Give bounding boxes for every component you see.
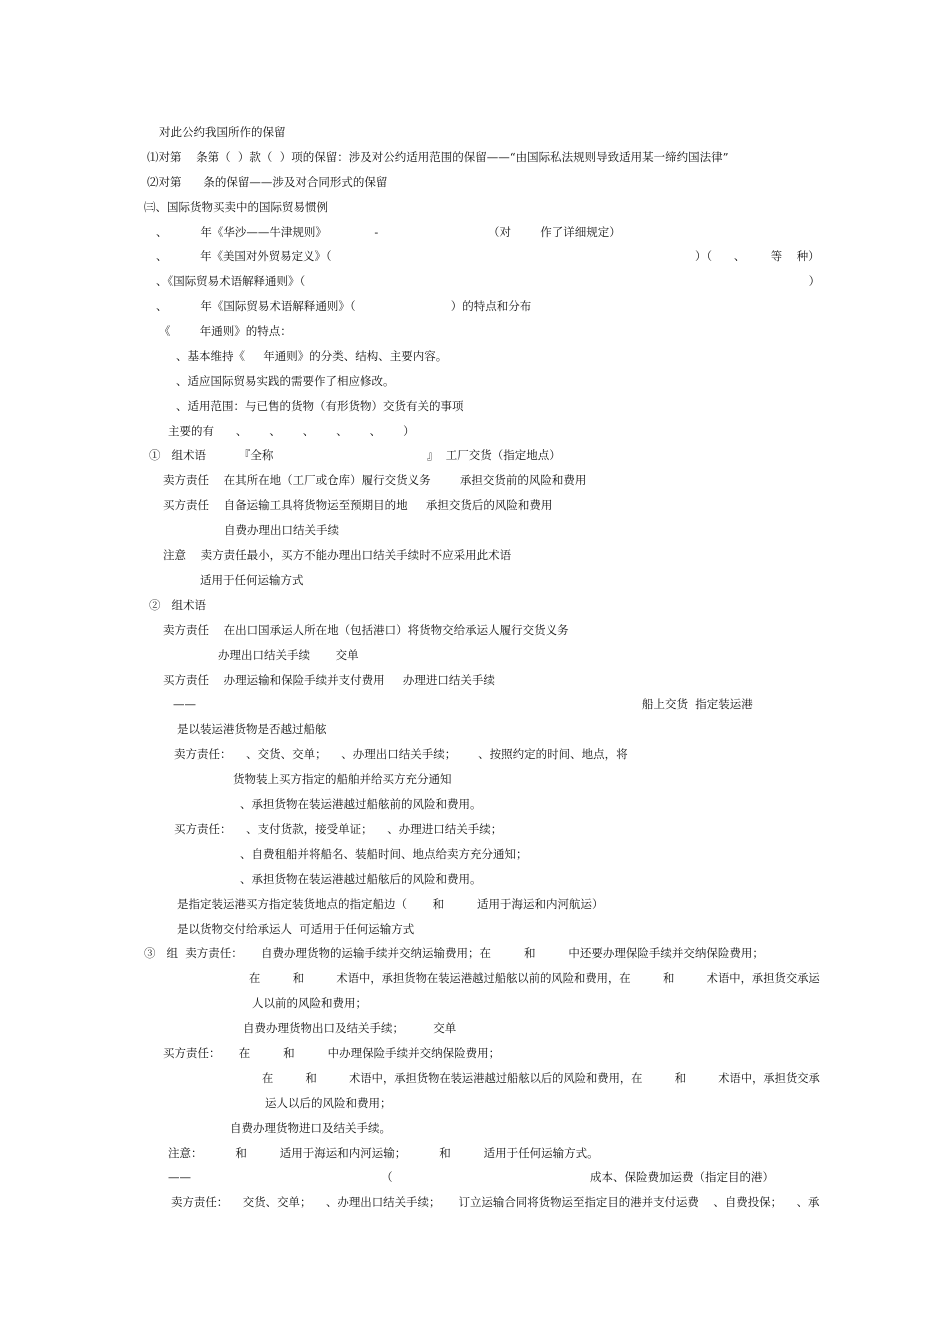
text-line: 买方责任 办理运输和保险手续并支付费用 办理进口结关手续 bbox=[163, 673, 495, 687]
text-line: 运人以后的风险和费用； bbox=[265, 1096, 392, 1110]
text-line: 、承担货物在装运港越过船舷前的风险和费用。 bbox=[240, 797, 482, 811]
text-line: 《 年通则》的特点： bbox=[159, 324, 292, 338]
text-line: ⑵对第 条的保留——涉及对合同形式的保留 bbox=[147, 175, 388, 189]
text-line: 、 年《华沙——牛津规则》 - （对 作了详细规定） bbox=[156, 225, 621, 239]
text-line: ① 组术语 『全称 』 工厂交货（指定地点） bbox=[149, 448, 561, 462]
text-line: 在 和 术语中，承担货物在装运港越过船舷以前的风险和费用，在 和 术语中，承担货交承运 bbox=[249, 971, 820, 985]
text-line: 卖方责任： 交货、交单； 、办理出口结关手续； 订立运输合同将货物运至指定目的港并支付运费 、自费投保； 、承 bbox=[171, 1195, 820, 1209]
text-line: —— （ 成本、保险费加运费（指定目的港） bbox=[168, 1170, 774, 1184]
text-line: 是以货物交付给承运人 可适用于任何运输方式 bbox=[177, 922, 415, 936]
text-line: 适用于任何运输方式 bbox=[200, 573, 304, 587]
text-line: 卖方责任 在其所在地（工厂或仓库）履行交货义务 承担交货前的风险和费用 bbox=[163, 473, 587, 487]
text-line: 是以装运港货物是否越过船舷 bbox=[177, 722, 327, 736]
text-line: 买方责任： 在 和 中办理保险手续并交纳保险费用； bbox=[163, 1046, 501, 1060]
text-line: ⑴对第 条第（ ）款（ ）项的保留：涉及对公约适用范围的保留——“由国际私法规则导致适用某一缔约国法律” bbox=[147, 150, 729, 164]
text-line: 注意 卖方责任最小，买方不能办理出口结关手续时不应采用此术语 bbox=[163, 548, 512, 562]
text-line: 、 年《美国对外贸易定义》（ ）（ 、 等 种） bbox=[156, 249, 820, 263]
text-line: 、承担货物在装运港越过船舷后的风险和费用。 bbox=[240, 872, 482, 886]
text-line: 货物装上买方指定的船舶并给买方充分通知 bbox=[233, 772, 452, 786]
text-line: 卖方责任 在出口国承运人所在地（包括港口）将货物交给承运人履行交货义务 bbox=[163, 623, 569, 637]
text-line: 注意： 和 适用于海运和内河运输； 和 适用于任何运输方式。 bbox=[168, 1146, 599, 1160]
text-line: 、适用范围：与已售的货物（有形货物）交货有关的事项 bbox=[176, 399, 464, 413]
text-line: ③ 组 卖方责任： 自费办理货物的运输手续并交纳运输费用；在 和 中还要办理保险手续并交纳保险费用； bbox=[144, 946, 764, 960]
text-line: 、适应国际贸易实践的需要作了相应修改。 bbox=[176, 374, 395, 388]
text-line: 主要的有 、 、 、 、 、 ） bbox=[168, 424, 415, 438]
text-line: 、《国际贸易术语解释通则》（ ） bbox=[156, 274, 821, 288]
text-line: 人以前的风险和费用； bbox=[252, 996, 367, 1010]
text-line: 、自费租船并将船名、装船时间、地点给卖方充分通知； bbox=[240, 847, 528, 861]
text-line: 在 和 术语中，承担货物在装运港越过船舷以后的风险和费用，在 和 术语中，承担货交承 bbox=[262, 1071, 820, 1085]
text-line: 自费办理货物进口及结关手续。 bbox=[230, 1121, 391, 1135]
text-line: ② 组术语 bbox=[149, 598, 206, 612]
text-line: —— 船上交货 指定装运港 bbox=[173, 697, 753, 711]
text-line: 买方责任： 、支付货款，接受单证； 、办理进口结关手续； bbox=[174, 822, 503, 836]
text-line: 自费办理出口结关手续 bbox=[224, 523, 339, 537]
text-line: 、基本维持《 年通则》的分类、结构、主要内容。 bbox=[176, 349, 448, 363]
text-line: 对此公约我国所作的保留 bbox=[159, 125, 286, 139]
section-heading: ㈢、国际货物买卖中的国际贸易惯例 bbox=[144, 200, 328, 214]
text-line: 、 年《国际贸易术语解释通则》（ ）的特点和分布 bbox=[156, 299, 532, 313]
text-line: 是指定装运港买方指定装货地点的指定船边（ 和 适用于海运和内河航运） bbox=[177, 897, 604, 911]
text-line: 自费办理货物出口及结关手续； 交单 bbox=[243, 1021, 457, 1035]
text-line: 买方责任 自备运输工具将货物运至预期目的地 承担交货后的风险和费用 bbox=[163, 498, 553, 512]
text-line: 卖方责任： 、交货、交单； 、办理出口结关手续； 、按照约定的时间、地点，将 bbox=[174, 747, 628, 761]
text-line: 办理出口结关手续 交单 bbox=[218, 648, 359, 662]
